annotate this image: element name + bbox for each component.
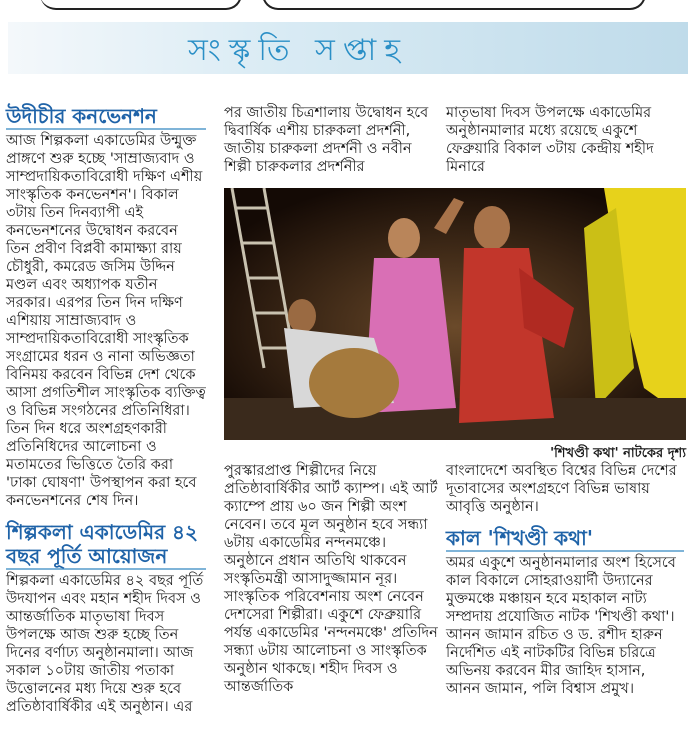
page-edge-decoration — [40, 0, 242, 10]
column-3-top — [446, 104, 684, 176]
section-title: সংস্কৃতি সপ্তাহ — [188, 33, 408, 68]
stage-photo — [224, 188, 686, 440]
page-edge-decoration — [262, 0, 646, 10]
article-body: শিল্পকলা একাডেমির ৪২ বছর পূর্তি উদযাপন এবং মহান শহীদ দিবস ও আন্তর্জাতিক মাতৃভাষা দিবস উপলক্ষে আজ শুরু হচ্ছে তিন দিনের বর্ণাঢ্য অনুষ্ঠানমালা। আজ সকাল ১০টায় জাতীয় পতাকা উত্তোলনের মধ্য দিয়ে শুরু হবে প্রতিষ্ঠাবার্ষিকীর এই অনুষ্ঠান। এর — [6, 573, 204, 715]
column-2-top — [224, 104, 438, 176]
section-banner — [8, 22, 688, 74]
article-headline: উদীচীর কনভেনশন — [6, 104, 206, 130]
column-1 — [6, 104, 206, 716]
article-body: পুরস্কারপ্রাপ্ত শিল্পীদের নিয়ে প্রতিষ্ঠাবার্ষিকীর আর্ট ক্যাম্প। এই আর্ট ক্যাম্পে প্রায় ৬০ জন শিল্পী অংশ নেবেন। তবে মূল অনুষ্ঠান হবে সন্ধ্যা ৬টায় একাডেমির নন্দনমঞ্চে। অনুষ্ঠানে প্রধান অতিথি থাকবেন সংস্কৃতিমন্ত্রী আসাদুজ্জামান নূর। সাংস্কৃতিক পরিবেশনায় অংশ নেবেন দেশসেরা শিল্পীরা। একুশে ফেব্রুয়ারি পর্যন্ত একাডেমির 'নন্দনমঞ্চে' প্রতিদিন সন্ধ্যা ৬টায় আলোচনা ও সাংস্কৃতিক অনুষ্ঠান থাকছে। শহীদ দিবস ও আন্তর্জাতিক — [224, 463, 438, 695]
article-headline: শিল্পকলা একাডেমির ৪২ বছর পূর্তি আয়োজন — [6, 520, 206, 570]
article-body: আজ শিল্পকলা একাডেমির উন্মুক্ত প্রাঙ্গণে শুরু হচ্ছে 'সাম্রাজ্যবাদ ও সাম্প্রদায়িকতাবিরোধী দক্ষিণ এশীয় সাংস্কৃতিক কনভেনশন'। বিকাল ৩টায় তিন দিনব্যাপী এই কনভেনশনের উদ্বোধন করবেন তিন প্রবীণ বিপ্লবী কামাক্ষ্যা রায় চৌধুরী, কমরেড জসিম উদ্দিন মণ্ডল এবং অধ্যাপক যতীন সরকার। এরপর তিন দিন দক্ষিণ এশিয়ায় সাম্রাজ্যবাদ ও সাম্প্রদায়িকতাবিরোধী সাংস্কৃতিক সংগ্রামের ধরন ও নানা অভিজ্ঞতা বিনিময় করবেন বিভিন্ন দেশ থেকে আসা প্রগতিশীল সাংস্কৃতিক ব্যক্তিত্ব ও বিভিন্ন সংগঠনের প্রতিনিধিরা। তিন দিন ধরে অংশগ্রহণকারী প্রতিনিধিদের আলোচনা ও মতামতের ভিত্তিতে তৈরি করা 'ঢাকা ঘোষণা' উপস্থাপন করা হবে কনভেনশনের শেষ দিন। — [6, 133, 206, 509]
photo-caption: 'শিখণ্ডী কথা' নাটকের দৃশ্য — [550, 446, 686, 461]
column-3-bottom — [446, 462, 684, 698]
article-body: বাংলাদেশে অবস্থিত বিশ্বের বিভিন্ন দেশের দূতাবাসের অংশগ্রহণে বিভিন্ন ভাষায় আবৃত্তি অনুষ্ঠান। — [446, 463, 677, 515]
column-2-bottom — [224, 462, 438, 696]
article-body: পর জাতীয় চিত্রশালায় উদ্বোধন হবে দ্বিবার্ষিক এশীয় চারুকলা প্রদর্শনী, জাতীয় চারুকলা প্রদর্শনী ও নবীন শিল্পী চারুকলার প্রদর্শনীর — [224, 105, 429, 175]
article-body: অমর একুশে অনুষ্ঠানমালার অংশ হিসেবে কাল বিকালে সোহরাওয়ার্দী উদ্যানের মুক্তমঞ্চে মঞ্চায়ন হবে মহাকাল নাট্য সম্প্রদায় প্রযোজিত নাটক 'শিখণ্ডী কথা'। আনন জামান রচিত ও ড. রশীদ হারুন নির্দেশিত এই নাটকটির বিভিন্ন চরিত্রে অভিনয় করবেন মীর জাহিদ হাসান, আনন জামান, পলি বিশ্বাস প্রমুখ। — [446, 555, 676, 697]
article-body: মাতৃভাষা দিবস উপলক্ষে একাডেমির অনুষ্ঠানমালার মধ্যে রয়েছে একুশে ফেব্রুয়ারি বিকাল ৩টায় কেন্দ্রীয় শহীদ মিনারে — [446, 105, 654, 175]
article-headline: কাল 'শিখণ্ডী কথা' — [446, 526, 684, 552]
